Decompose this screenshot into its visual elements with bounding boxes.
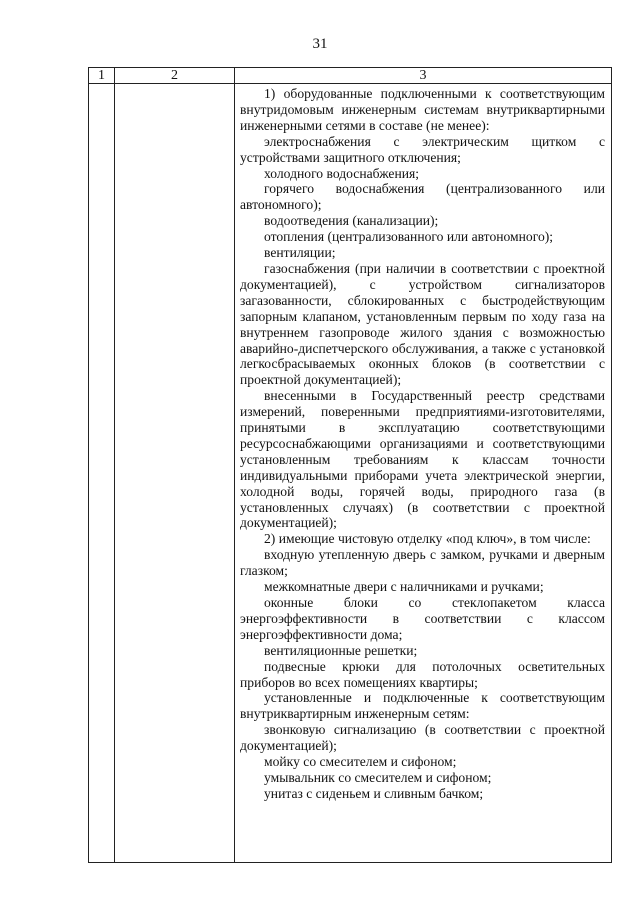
- cell-column-2: [115, 84, 235, 863]
- paragraph: установленные и подключенные к соответствующим внутриквартирным инженерным сетям:: [240, 690, 605, 722]
- paragraph: холодного водоснабжения;: [264, 165, 420, 181]
- paragraph: вентиляционные решетки;: [264, 642, 418, 658]
- paragraph: электроснабжения с электрическим щитком с устройствами защитного отключения;: [240, 133, 605, 165]
- document-table: [88, 67, 612, 863]
- paragraph: подвесные крюки для потолочных осветительных приборов во всех помещениях квартиры;: [240, 658, 605, 690]
- cell-column-3: [235, 84, 612, 863]
- paragraph: межкомнатные двери с наличниками и ручками;: [264, 579, 544, 595]
- paragraph: газоснабжения (при наличии в соответствии с проектной документацией), с устройством сигнализаторов загазованности, сблокированных с быстродействующим запорным клапаном, установленным первым по ходу газа на внутреннем газопроводе жилого здания с возможностью аварийно-диспетчерского обслуживания, а также с установкой легкосбрасываемых оконных блоков (в соответствии с проектной документацией);: [240, 260, 605, 388]
- paragraph: 2) имеющие чистовую отделку «под ключ», в том числе:: [264, 531, 591, 547]
- paragraph: мойку со смесителем и сифоном;: [264, 754, 457, 770]
- cell-column-1: [89, 84, 115, 863]
- column-header-3: 3: [235, 68, 612, 84]
- column-header-1: 1: [89, 68, 115, 84]
- paragraph: оконные блоки со стеклопакетом класса энергоэффективности в соответствии с классом энергоэффективности дома;: [240, 595, 605, 642]
- column-header-2: 2: [115, 68, 235, 84]
- paragraph: горячего водоснабжения (централизованного или автономного);: [240, 181, 605, 213]
- paragraph: вентиляции;: [264, 245, 336, 261]
- paragraph: отопления (централизованного или автономного);: [264, 229, 554, 245]
- paragraph: 1) оборудованные подключенными к соответствующим внутридомовым инженерным системам внутриквартирными инженерными сетями в составе (не менее):: [240, 86, 605, 133]
- table-row: [89, 84, 612, 863]
- paragraph: унитаз с сиденьем и сливным бачком;: [264, 785, 484, 801]
- requirements-text: [235, 84, 611, 802]
- paragraph: умывальник со смесителем и сифоном;: [264, 769, 492, 785]
- paragraph: звонковую сигнализацию (в соответствии с проектной документацией);: [240, 722, 605, 754]
- page-number: 31: [312, 36, 328, 52]
- table-header-row: [89, 68, 612, 84]
- paragraph: внесенными в Государственный реестр средствами измерений, поверенными предприятиями-изготовителями, принятыми в эксплуатацию соответствующими ресурсоснабжающими организациями и соответствующими установленным требованиям к классам точности индивидуальными приборами учета электрической энергии, холодной воды, горячей воды, природного газа (в установленных случаях) (в соответствии с проектной документацией);: [240, 388, 605, 531]
- paragraph: водоотведения (канализации);: [264, 213, 439, 229]
- paragraph: входную утепленную дверь с замком, ручками и дверным глазком;: [240, 547, 605, 579]
